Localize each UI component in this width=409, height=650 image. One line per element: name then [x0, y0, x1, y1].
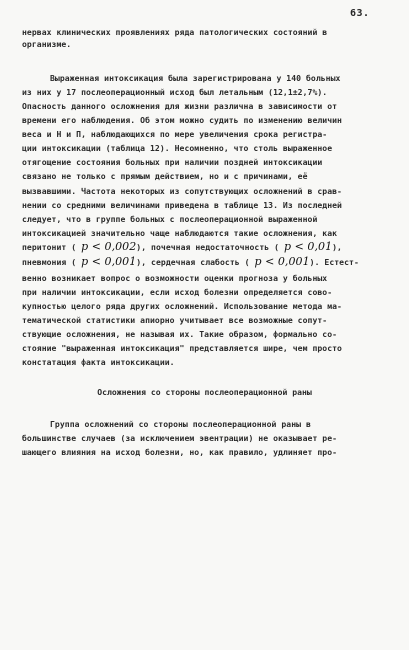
text-line: шающего влияния на исход болезни, но, как правило, удлиняет про-	[22, 447, 338, 457]
text-line: Опасность данного осложнения для жизни различна в зависимости от	[22, 101, 338, 111]
p-value-formula: p < 0,01	[283, 241, 333, 253]
p-value-formula: p < 0,001	[254, 256, 310, 268]
text-line: отягощение состояния больных при наличии поздней интоксикации	[22, 157, 323, 167]
text-line: следует, что в группе больных с послеоперационной выраженной	[22, 214, 318, 224]
text-line: связано не только с прямым действием, но и с причинами, её	[22, 171, 308, 181]
text-line: из них у 17 послеоперационный исход был летальным (12,1±2,7%).	[22, 87, 328, 97]
text-line: констатация факта интоксикации.	[22, 357, 175, 367]
text-line: вызвавшими. Частота некоторых из сопутствующих осложнений в срав-	[22, 186, 342, 196]
text-line: организме.	[22, 39, 72, 49]
text-line: ствующие осложнения, не называя их. Такие образом, формально со-	[22, 329, 338, 339]
text-line: стояние "выраженная интоксикация" представляется шире, чем просто	[22, 343, 342, 353]
text-line-with-formula	[22, 256, 387, 270]
text-segment: ), почечная недостаточность (	[136, 242, 284, 252]
text-line: Группа осложнений со стороны послеоперационной раны в	[50, 419, 311, 429]
text-segment: пневмония (	[22, 257, 82, 267]
text-line-with-formula	[22, 241, 387, 255]
text-line: нении со средними величинами приведена в таблице 13. Из последней	[22, 200, 342, 210]
text-line: Выраженная интоксикация была зарегистрирована у 140 больных	[50, 73, 341, 83]
p-value-formula: p < 0,001	[81, 256, 137, 268]
text-segment: перитонит (	[22, 242, 82, 252]
text-line: венно возникает вопрос о возможности оценки прогноза у больных	[22, 273, 328, 283]
section-heading: Осложнения со стороны послеоперационной раны	[97, 387, 312, 397]
page-number: 63.	[350, 8, 370, 19]
text-line: нервах клинических проявлениях ряда патологических состояний в	[22, 27, 328, 37]
text-segment: ),	[332, 242, 342, 252]
text-segment: ), сердечная слабость (	[136, 257, 255, 267]
text-line: времени его наблюдения. Об этом можно судить по изменению величин	[22, 115, 342, 125]
p-value-formula: p < 0,002	[81, 241, 137, 253]
text-line: веса и Н и П, наблюдающихся по мере увеличения срока регистра-	[22, 129, 328, 139]
text-line: ции интоксикации (таблица 12). Несомненно, что столь выраженное	[22, 143, 333, 153]
text-line: большинстве случаев (за исключением эвентрации) не оказывает ре-	[22, 433, 338, 443]
text-line: при наличии интоксикации, если исход болезни определяется сово-	[22, 287, 333, 297]
text-line: купностью целого ряда других осложнений. Использование метода ма-	[22, 301, 342, 311]
text-line: интоксикацией значительно чаще наблюдаются такие осложнения, как	[22, 228, 338, 238]
text-line: тематической статистики апиорно учитывает все возможные сопут-	[22, 315, 328, 325]
text-segment: ). Естест-	[309, 257, 359, 267]
